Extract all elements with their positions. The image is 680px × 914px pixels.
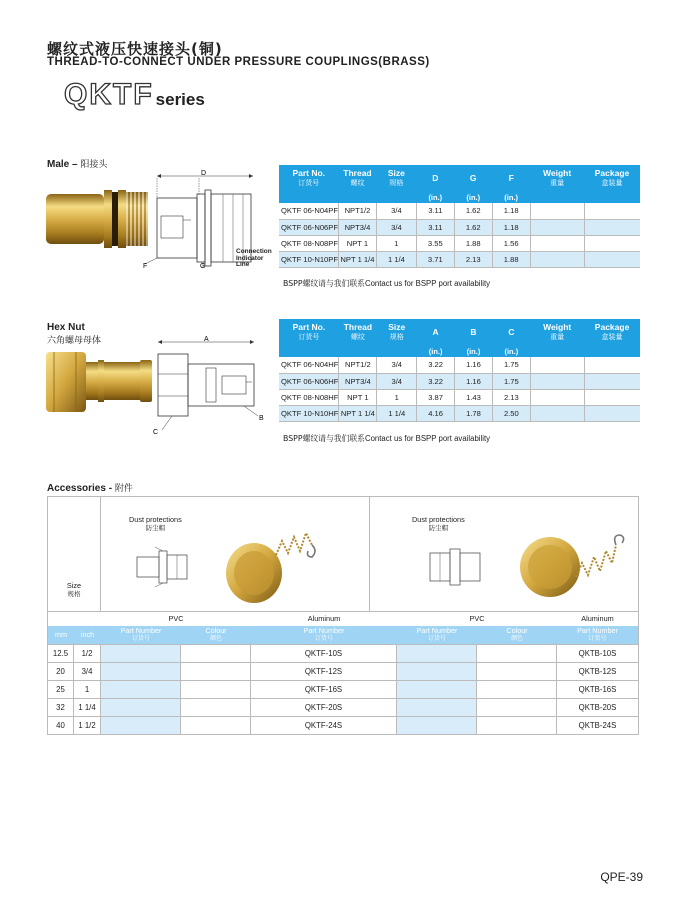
table-cell (477, 663, 557, 680)
male-note-cn: BSPP螺纹请与我们联系 (283, 279, 365, 288)
table-cell (397, 717, 477, 734)
dim-label-f: F (143, 263, 148, 268)
male-label: Male – (47, 159, 78, 170)
hexnut-header-en: C (508, 327, 515, 337)
table-cell: NPT1/2 (338, 203, 376, 219)
table-cell: 1 (74, 681, 101, 698)
table-cell (101, 717, 181, 734)
table-row (279, 203, 640, 219)
material-label-aluminum-right: Aluminum (581, 614, 614, 623)
material-label-pvc-left: PVC (168, 614, 184, 623)
male-header-en: Weight (542, 168, 572, 178)
table-row (279, 357, 640, 373)
table-cell (181, 699, 251, 716)
hexnut-header-cn: 盒装量 (601, 333, 623, 341)
hexnut-label: Hex Nut (47, 322, 85, 333)
male-header-cell (530, 165, 584, 191)
table-cell: QKTF-20S (251, 699, 397, 716)
table-cell: 1 (377, 389, 417, 405)
male-note-en: Contact us for BSPP port availability (364, 279, 491, 288)
hexnut-dimension-drawing (148, 334, 268, 436)
table-cell: QKTB-12S (578, 667, 617, 676)
hexnut-coupling-photo (42, 346, 160, 416)
male-header-en: Part No. (292, 168, 326, 178)
series-title (64, 80, 205, 110)
table-cell: QKTF 08-N08HF (279, 389, 339, 405)
accessories-header-en: Part Number (416, 626, 458, 635)
table-cell (530, 357, 584, 373)
hexnut-header-en: Part No. (292, 322, 326, 332)
table-row (48, 662, 638, 680)
hexnut-header-en: Package (594, 322, 630, 332)
table-cell: NPT3/4 (338, 219, 376, 235)
male-unit-cell: (in.) (416, 191, 454, 203)
table-cell: QKTF-12S (251, 663, 397, 680)
table-cell (530, 373, 584, 389)
connection-text: Connection (236, 248, 272, 255)
male-header-en: Package (594, 168, 630, 178)
table-cell (101, 699, 181, 716)
accessories-header-en: Part Number (120, 626, 162, 635)
table-cell: NPT 1 (338, 235, 376, 251)
table-cell (584, 373, 640, 389)
table-cell: QKTF 06-N04HF (279, 357, 339, 373)
table-cell: 1.16 (455, 373, 493, 389)
table-cell (530, 203, 584, 219)
table-cell: 3/4 (376, 203, 416, 219)
table-cell (181, 663, 251, 680)
accessories-header-row (48, 626, 638, 644)
accessories-label: Accessories - (47, 483, 113, 494)
table-cell: QKTF-24S (251, 717, 397, 734)
dim-label-b: B (259, 415, 264, 422)
male-header-cn: 盒装量 (601, 179, 623, 187)
male-header-en: Size (387, 168, 405, 178)
table-cell (530, 235, 584, 251)
accessories-label-cn: 附件 (114, 484, 133, 494)
hexnut-header-cell (584, 319, 640, 345)
table-cell: NPT 1 1/4 (338, 251, 376, 267)
table-cell (530, 405, 584, 421)
male-header-cell (492, 165, 530, 191)
accessories-header-en: Colour (506, 626, 528, 635)
male-label-cn: 阳接头 (80, 160, 108, 170)
hexnut-label-cn: 六角螺母母体 (47, 336, 102, 346)
table-cell: 2.13 (454, 251, 492, 267)
hexnut-header-cn: 螺纹 (350, 333, 365, 341)
accessories-section-label (47, 481, 133, 494)
hexnut-section-label (47, 322, 101, 346)
table-cell: 3/4 (376, 219, 416, 235)
accessories-image-row (48, 497, 638, 612)
table-cell: 3.87 (417, 389, 455, 405)
size-label (48, 582, 100, 598)
accessories-header-en: Colour (205, 626, 227, 635)
page-title-cn: 螺纹式液压快速接头(铜) (47, 40, 223, 58)
dust-right-cn: 防尘帽 (428, 524, 449, 532)
table-cell (530, 251, 584, 267)
male-header-cell (416, 165, 454, 191)
male-coupling-photo (42, 182, 152, 252)
male-header-cn: 规格 (389, 179, 404, 187)
accessories-header-en: Part Number (577, 626, 618, 635)
hexnut-note-en: Contact us for BSPP port availability (364, 434, 491, 443)
hexnut-header-en: A (432, 327, 439, 337)
table-row (279, 235, 640, 251)
dim-label-g: G (200, 263, 206, 268)
table-cell: 1.62 (454, 203, 492, 219)
table-cell: 1.56 (492, 235, 530, 251)
accessories-header-cn: 颜色 (510, 635, 523, 642)
table-cell (101, 681, 181, 698)
accessories-body (48, 644, 638, 734)
table-cell: 1 1/4 (377, 405, 417, 421)
table-row (279, 251, 640, 267)
page-title-en: THREAD-TO-CONNECT UNDER PRESSURE COUPLINGS(BRASS) (47, 56, 430, 68)
hexnut-header-en: Size (388, 322, 406, 332)
hexnut-header-cell (339, 319, 377, 345)
table-cell (584, 203, 640, 219)
table-cell: 1 1/4 (74, 699, 101, 716)
male-header-cn: 订货号 (298, 179, 320, 187)
male-header-en: D (432, 173, 439, 183)
accessories-header-cell (251, 626, 397, 644)
page-number: QPE-39 (600, 870, 643, 884)
hexnut-header-cn: 规格 (389, 333, 404, 341)
male-unit-cell (530, 191, 584, 203)
male-unit-cell (376, 191, 416, 203)
table-cell (477, 717, 557, 734)
hexnut-note-cn: BSPP螺纹请与我们联系 (283, 434, 365, 443)
table-cell: 1 1/2 (74, 717, 101, 734)
accessories-header-cell (477, 626, 557, 644)
table-row (48, 698, 638, 716)
male-header-en: G (469, 173, 477, 183)
table-cell: QKTF 06-N06PF (279, 219, 338, 235)
male-header-en: Thread (343, 168, 372, 178)
table-row (279, 389, 640, 405)
table-cell: 1.18 (492, 219, 530, 235)
male-header-cell (376, 165, 416, 191)
accessories-right-images (370, 497, 638, 611)
table-cell: NPT3/4 (339, 373, 377, 389)
table-cell (584, 405, 640, 421)
hexnut-unit-cell: (in.) (417, 345, 455, 357)
male-unit-cell (584, 191, 640, 203)
accessories-header-en: mm (55, 630, 67, 639)
table-cell: QKTF 08-N08PF (279, 235, 338, 251)
connection-indicator-label (236, 249, 272, 269)
dust-protection-left-label (129, 515, 182, 533)
table-cell (181, 681, 251, 698)
male-header-cell (584, 165, 640, 191)
table-row (48, 680, 638, 698)
accessories-header-cell (48, 626, 74, 644)
table-cell: 3.55 (416, 235, 454, 251)
male-header-cell (338, 165, 376, 191)
accessories-header-cell (74, 626, 101, 644)
table-cell: 3/4 (74, 663, 101, 680)
table-cell: 1.18 (492, 203, 530, 219)
hexnut-unit-cell (530, 345, 584, 357)
male-unit-cell: (in.) (492, 191, 530, 203)
male-header-cn: 重量 (550, 179, 565, 187)
dust-left-en: Dust protections (129, 515, 182, 524)
table-cell: 3.71 (416, 251, 454, 267)
accessories-header-en: Part Number (303, 626, 345, 635)
table-cell: 40 (48, 717, 74, 734)
table-cell (181, 717, 251, 734)
accessories-header-cn: 订货号 (314, 635, 333, 642)
hexnut-header-cn: 重量 (550, 333, 565, 341)
table-cell: 25 (48, 681, 74, 698)
table-cell: QKTB-24S (578, 721, 617, 730)
dim-label-a: A (204, 336, 209, 343)
accessories-header-cn: 颜色 (209, 635, 222, 642)
table-cell: QKTF 10-N10PF (279, 251, 338, 267)
male-bspp-note (283, 278, 490, 289)
table-cell: 1.43 (455, 389, 493, 405)
table-cell: 1 1/4 (376, 251, 416, 267)
table-cell: QKTF-16S (251, 681, 397, 698)
hexnut-header-row (279, 319, 640, 345)
accessories-header-cell (397, 626, 477, 644)
male-header-cell (279, 165, 338, 191)
table-cell (101, 663, 181, 680)
hexnut-unit-cell (377, 345, 417, 357)
material-labels-row (48, 612, 638, 626)
table-cell (584, 219, 640, 235)
hexnut-header-en: B (470, 327, 477, 337)
table-cell: 1.88 (492, 251, 530, 267)
hexnut-bspp-note (283, 433, 490, 444)
table-cell (477, 699, 557, 716)
table-cell: 2.13 (492, 389, 530, 405)
hexnut-unit-cell: (in.) (455, 345, 493, 357)
hexnut-header-en: Thread (343, 322, 373, 332)
accessories-header-cn: 订货号 (427, 635, 446, 642)
table-row (48, 644, 638, 662)
table-cell (397, 699, 477, 716)
table-cell (530, 389, 584, 405)
table-cell (397, 663, 477, 680)
hexnut-header-cell (377, 319, 417, 345)
dust-right-en: Dust protections (412, 515, 465, 524)
table-cell (584, 389, 640, 405)
table-cell: 3.22 (417, 373, 455, 389)
male-unit-cell (338, 191, 376, 203)
table-cell: QKTF 06-N06HF (279, 373, 339, 389)
hexnut-header-en: Weight (543, 322, 572, 332)
accessories-header-en: inch (80, 630, 95, 639)
table-row (279, 219, 640, 235)
hexnut-header-cell (455, 319, 493, 345)
accessories-left-images (101, 497, 370, 611)
table-cell: 20 (48, 663, 74, 680)
table-cell (584, 251, 640, 267)
series-code: QKTF (64, 78, 154, 111)
indicator-text: Indicator (236, 254, 264, 262)
male-unit-row (279, 191, 640, 203)
dim-label-c: C (153, 429, 159, 436)
hexnut-unit-cell (339, 345, 377, 357)
dust-cap-pvc-photo (216, 515, 326, 610)
table-cell: 3/4 (377, 357, 417, 373)
size-cell (48, 497, 101, 611)
accessories-header-cell (557, 626, 638, 644)
table-cell (530, 219, 584, 235)
dust-protection-right-label (412, 515, 465, 533)
table-cell (397, 681, 477, 698)
accessories-header-cn: 订货号 (588, 635, 607, 642)
male-header-row (279, 165, 640, 191)
dust-cap-pvc-drawing (133, 545, 193, 589)
hexnut-header-cell (417, 319, 455, 345)
table-row (279, 405, 640, 421)
hexnut-unit-row (279, 345, 640, 357)
table-cell: QKTF 06-N04PF (279, 203, 338, 219)
hexnut-spec-table (279, 319, 640, 422)
table-cell: 1.62 (454, 219, 492, 235)
size-label-cn: 规格 (67, 590, 81, 598)
table-cell: 3.11 (416, 219, 454, 235)
dust-cap-aluminum-photo (510, 515, 630, 610)
table-cell: QKTF 10-N10HF (279, 405, 339, 421)
table-cell (477, 645, 557, 662)
accessories-table (47, 496, 639, 735)
table-cell: QKTB-20S (578, 703, 617, 712)
table-cell: 4.16 (417, 405, 455, 421)
male-section-label (47, 157, 107, 170)
accessories-header-cell (101, 626, 181, 644)
line-text: Line (236, 261, 250, 268)
hexnut-header-cn: 订货号 (298, 333, 320, 341)
table-cell: 1.75 (492, 357, 530, 373)
size-label-en: Size (66, 581, 82, 590)
table-row (279, 373, 640, 389)
table-cell (397, 645, 477, 662)
male-header-cell (454, 165, 492, 191)
hexnut-unit-cell (584, 345, 640, 357)
table-cell: 1 (376, 235, 416, 251)
hexnut-header-cell (279, 319, 339, 345)
table-cell: 1.75 (492, 373, 530, 389)
table-cell: 3/4 (377, 373, 417, 389)
dust-left-cn: 防尘帽 (145, 524, 166, 532)
table-cell: QKTB-10S (578, 649, 617, 658)
table-cell: 3.11 (416, 203, 454, 219)
table-cell: 1/2 (74, 645, 101, 662)
table-cell: 32 (48, 699, 74, 716)
hexnut-unit-cell (279, 345, 339, 357)
table-cell: 3.22 (417, 357, 455, 373)
table-cell (584, 357, 640, 373)
table-row (48, 716, 638, 734)
table-cell: NPT 1 1/4 (339, 405, 377, 421)
male-spec-table (279, 165, 640, 268)
series-word: series (155, 90, 205, 109)
table-cell: NPT1/2 (339, 357, 377, 373)
hexnut-header-cell (530, 319, 584, 345)
table-cell (477, 681, 557, 698)
accessories-header-cn: 订货号 (131, 635, 150, 642)
table-cell: 1.78 (455, 405, 493, 421)
table-cell: QKTB-16S (578, 685, 617, 694)
dim-label-d: D (201, 170, 207, 177)
hexnut-unit-cell: (in.) (492, 345, 530, 357)
hexnut-header-cell (492, 319, 530, 345)
table-cell: 1.16 (455, 357, 493, 373)
material-label-pvc-right: PVC (469, 614, 485, 623)
table-cell: QKTF-10S (251, 645, 397, 662)
table-cell (181, 645, 251, 662)
table-cell: NPT 1 (339, 389, 377, 405)
male-header-cn: 螺纹 (350, 179, 365, 187)
male-unit-cell (279, 191, 338, 203)
table-cell (584, 235, 640, 251)
dust-cap-aluminum-drawing (426, 545, 486, 589)
accessories-header-cell (181, 626, 251, 644)
male-unit-cell: (in.) (454, 191, 492, 203)
table-cell (101, 645, 181, 662)
table-cell: 1.88 (454, 235, 492, 251)
material-label-aluminum-left: Aluminum (307, 614, 341, 623)
table-cell: 2.50 (492, 405, 530, 421)
table-cell: 12.5 (48, 645, 74, 662)
male-header-en: F (508, 173, 514, 183)
